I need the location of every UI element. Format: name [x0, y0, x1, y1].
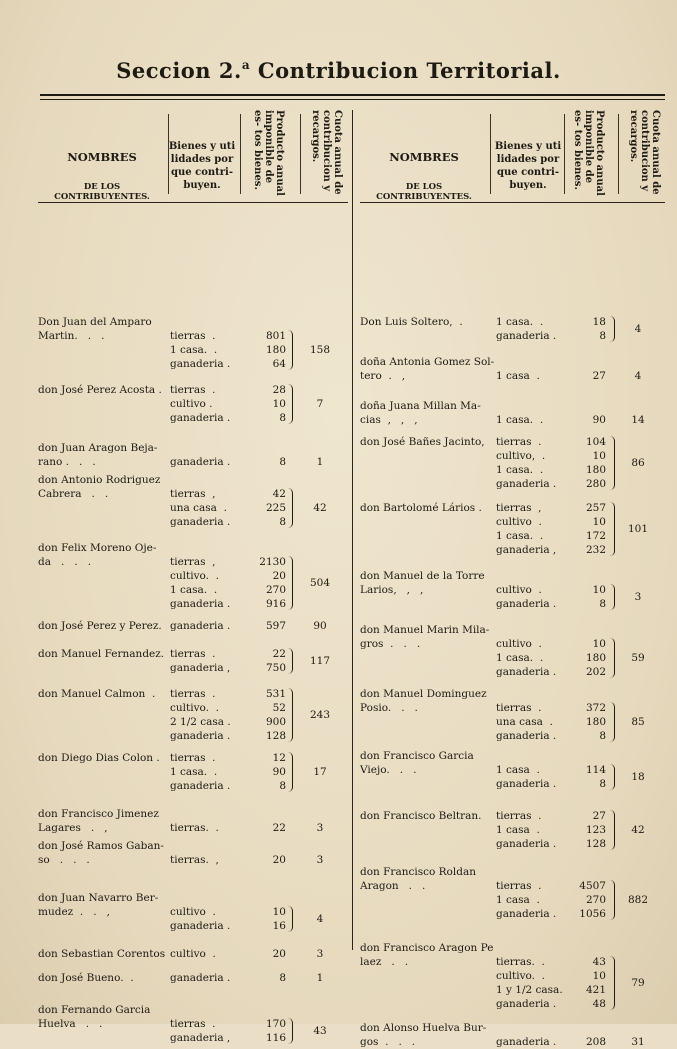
property-type: ganaderia . — [496, 1036, 557, 1048]
property-type: ganaderia . — [170, 516, 231, 528]
contributor-name: so . . . — [38, 854, 90, 866]
group-brace — [288, 330, 293, 370]
annual-quota: 86 — [631, 457, 645, 469]
property-value: 20 — [272, 854, 286, 866]
property-value: 170 — [265, 1018, 286, 1030]
title-section: Seccion 2. — [116, 58, 242, 83]
property-type: tierras. . — [496, 956, 545, 968]
property-value: 900 — [265, 716, 286, 728]
contributor-name: don José Bañes Jacinto, — [360, 436, 485, 448]
property-value: 18 — [592, 316, 606, 328]
group-brace — [610, 316, 615, 342]
group-brace — [610, 502, 615, 556]
property-value: 8 — [279, 972, 286, 984]
contributor-name: Don Luis Soltero, . — [360, 316, 463, 328]
property-value: 8 — [599, 330, 606, 342]
contributor-name: don Alonso Huelva Bur- — [360, 1022, 487, 1034]
property-value: 22 — [272, 648, 286, 660]
property-type: ganaderia , — [496, 544, 557, 556]
property-value: 232 — [585, 544, 606, 556]
property-value: 128 — [585, 838, 606, 850]
property-value: 16 — [272, 920, 286, 932]
property-type: ganaderia . — [170, 598, 231, 610]
contributor-name: don Felix Moreno Oje- — [38, 542, 157, 554]
property-value: 531 — [265, 688, 286, 700]
property-type: 1 casa . — [496, 894, 540, 906]
property-value: 801 — [265, 330, 286, 342]
annual-quota: 882 — [627, 894, 649, 906]
property-type: 1 casa. . — [496, 652, 544, 664]
property-value: 257 — [585, 502, 606, 514]
header-names-sub: DE LOS CONTRIBUYENTES. — [54, 182, 150, 202]
contributor-name: da . . . — [38, 556, 92, 568]
column-divider — [352, 110, 353, 950]
property-value: 270 — [265, 584, 286, 596]
property-type: una casa . — [170, 502, 227, 514]
property-value: 270 — [585, 894, 606, 906]
group-brace — [288, 688, 293, 742]
property-value: 202 — [585, 666, 606, 678]
property-type: tierras . — [496, 880, 542, 892]
property-type: tierras . — [496, 702, 542, 714]
property-value: 43 — [592, 956, 606, 968]
header-bienes: Bienes y uti lidades por que contri- buyen. — [494, 141, 562, 191]
property-type: tierras . — [170, 648, 216, 660]
header-names-sub: DE LOS CONTRIBUYENTES. — [376, 182, 472, 202]
annual-quota: 1 — [316, 972, 324, 984]
property-value: 8 — [279, 516, 286, 528]
property-type: cultivo . — [170, 906, 216, 918]
property-value: 42 — [272, 488, 286, 500]
property-type: una casa . — [496, 716, 553, 728]
group-brace — [610, 880, 615, 920]
group-brace — [610, 810, 615, 850]
property-type: cultivo . — [496, 584, 542, 596]
property-value: 22 — [272, 822, 286, 834]
contributor-name: Martin. . . — [38, 330, 105, 342]
property-type: cultivo. . — [170, 702, 219, 714]
contributor-name: don José Perez Acosta . — [38, 384, 162, 396]
property-type: ganaderia . — [496, 730, 557, 742]
property-value: 2130 — [259, 556, 286, 568]
annual-quota: 1 — [316, 456, 324, 468]
property-type: 2 1/2 casa . — [170, 716, 231, 728]
property-value: 52 — [272, 702, 286, 714]
property-type: ganaderia . — [170, 730, 231, 742]
contributor-name: don José Ramos Gaban- — [38, 840, 164, 852]
contributor-name: don Francisco Roldan — [360, 866, 476, 878]
contributor-name: Don Juan del Amparo — [38, 316, 152, 328]
property-value: 180 — [585, 716, 606, 728]
property-value: 597 — [265, 620, 286, 632]
contributor-name: Viejo. . . — [360, 764, 417, 776]
property-value: 4507 — [579, 880, 606, 892]
annual-quota: 158 — [309, 344, 331, 356]
annual-quota: 3 — [634, 591, 642, 603]
group-brace — [288, 556, 293, 610]
contributor-name: don Francisco Beltran. — [360, 810, 482, 822]
annual-quota: 117 — [309, 655, 331, 667]
property-value: 10 — [592, 516, 606, 528]
property-value: 1056 — [579, 908, 606, 920]
property-type: 1 casa. . — [170, 584, 218, 596]
annual-quota: 42 — [631, 824, 645, 836]
group-brace — [288, 488, 293, 528]
annual-quota: 7 — [316, 398, 324, 410]
property-value: 8 — [279, 456, 286, 468]
page-title — [0, 58, 677, 83]
property-value: 10 — [592, 450, 606, 462]
property-type: ganaderia . — [170, 920, 231, 932]
annual-quota: 4 — [634, 370, 642, 382]
group-brace — [288, 1018, 293, 1044]
property-type: tierras. . — [170, 822, 219, 834]
property-type: 1 casa. . — [496, 414, 544, 426]
property-type: tierras , — [170, 488, 216, 500]
group-brace — [610, 584, 615, 610]
property-value: 10 — [592, 970, 606, 982]
annual-quota: 59 — [631, 652, 645, 664]
contributor-name: don Manuel Calmon . — [38, 688, 156, 700]
annual-quota: 101 — [627, 523, 649, 535]
contributor-name: don Manuel Dominguez — [360, 688, 487, 700]
property-type: ganaderia , — [170, 662, 231, 674]
property-type: tierras , — [170, 556, 216, 568]
property-value: 104 — [585, 436, 606, 448]
property-value: 90 — [272, 766, 286, 778]
property-type: tierras . — [496, 810, 542, 822]
property-type: ganaderia . — [496, 778, 557, 790]
group-brace — [610, 702, 615, 742]
contributor-name: Aragon . . — [360, 880, 426, 892]
property-type: tierras . — [496, 436, 542, 448]
property-type: 1 casa . — [496, 370, 540, 382]
property-value: 28 — [272, 384, 286, 396]
contributor-name: don Fernando Garcia — [38, 1004, 151, 1016]
contributor-name: don José Bueno. . — [38, 972, 134, 984]
left-table-header — [38, 106, 348, 203]
property-type: cultivo . — [170, 398, 213, 410]
property-value: 208 — [585, 1036, 606, 1048]
contributor-name: laez . . — [360, 956, 409, 968]
contributor-name: don Manuel de la Torre — [360, 570, 485, 582]
property-value: 372 — [585, 702, 606, 714]
property-value: 48 — [592, 998, 606, 1010]
property-type: cultivo. . — [170, 570, 219, 582]
property-type: ganaderia . — [170, 412, 231, 424]
property-type: tierras . — [170, 1018, 216, 1030]
property-type: cultivo . — [170, 948, 216, 960]
property-value: 916 — [265, 598, 286, 610]
property-type: ganaderia . — [170, 972, 231, 984]
property-type: ganaderia . — [496, 666, 557, 678]
property-type: tierras . — [170, 688, 216, 700]
property-type: ganaderia . — [496, 330, 557, 342]
header-cuota: Cuota anual de contribucion y recargos. — [628, 110, 661, 195]
group-brace — [610, 956, 615, 1010]
property-type: 1 casa. . — [170, 766, 218, 778]
property-value: 123 — [585, 824, 606, 836]
contributor-name: rano . . . — [38, 456, 96, 468]
title-rule — [40, 94, 665, 96]
property-type: ganaderia . — [170, 780, 231, 792]
property-value: 128 — [265, 730, 286, 742]
contributor-name: tero . , — [360, 370, 406, 382]
group-brace — [288, 906, 293, 932]
property-value: 27 — [592, 370, 606, 382]
group-brace — [288, 752, 293, 792]
contributor-name: don José Perez y Perez. — [38, 620, 162, 632]
property-value: 27 — [592, 810, 606, 822]
contributor-name: cias , , , — [360, 414, 418, 426]
property-value: 10 — [592, 638, 606, 650]
property-value: 114 — [585, 764, 606, 776]
property-value: 225 — [265, 502, 286, 514]
property-value: 90 — [592, 414, 606, 426]
property-value: 750 — [265, 662, 286, 674]
property-value: 180 — [585, 464, 606, 476]
property-value: 180 — [265, 344, 286, 356]
property-value: 10 — [272, 906, 286, 918]
property-value: 10 — [272, 398, 286, 410]
title-superscript: a — [241, 58, 251, 72]
property-type: ganaderia . — [170, 620, 231, 632]
contributor-name: don Juan Navarro Ber- — [38, 892, 159, 904]
annual-quota: 14 — [631, 414, 645, 426]
title-rule-thin — [40, 99, 665, 100]
annual-quota: 43 — [313, 1025, 327, 1037]
annual-quota: 504 — [309, 577, 331, 589]
property-value: 64 — [272, 358, 286, 370]
property-value: 12 — [272, 752, 286, 764]
header-cuota: Cuota anual de contribucion y recargos. — [310, 110, 343, 195]
property-type: ganaderia . — [170, 358, 231, 370]
group-brace — [610, 436, 615, 490]
property-type: tierras . — [170, 752, 216, 764]
property-value: 180 — [585, 652, 606, 664]
contributor-name: don Sebastian Corentos — [38, 948, 166, 960]
header-producto: Producto anual imponible de es- tos bienes. — [572, 110, 605, 196]
contributor-name: mudez . . , — [38, 906, 110, 918]
property-type: 1 casa. . — [496, 316, 544, 328]
property-value: 8 — [599, 778, 606, 790]
contributor-name: don Francisco Garcia — [360, 750, 474, 762]
property-value: 20 — [272, 570, 286, 582]
property-value: 116 — [265, 1032, 286, 1044]
property-type: ganaderia . — [496, 908, 557, 920]
contributor-name: don Manuel Fernandez. — [38, 648, 165, 660]
annual-quota: 243 — [309, 709, 331, 721]
contributor-name: Posio. . . — [360, 702, 418, 714]
contributor-name: Larios, , , — [360, 584, 424, 596]
property-type: ganaderia . — [496, 598, 557, 610]
left-table — [38, 106, 348, 1044]
header-names: NOMBRES — [389, 150, 459, 164]
title-rest: Contribucion Territorial. — [257, 58, 561, 83]
property-type: cultivo. . — [496, 970, 545, 982]
property-value: 8 — [279, 780, 286, 792]
property-value: 20 — [272, 948, 286, 960]
header-names: NOMBRES — [67, 150, 137, 164]
property-type: ganaderia . — [496, 998, 557, 1010]
property-value: 280 — [585, 478, 606, 490]
contributor-name: gros . . . — [360, 638, 421, 650]
annual-quota: 42 — [313, 502, 327, 514]
right-table-header — [360, 106, 665, 203]
property-value: 8 — [599, 598, 606, 610]
header-producto: Producto anual imponible de es- tos bienes. — [252, 110, 285, 196]
contributor-name: Cabrera . . — [38, 488, 109, 500]
contributor-name: gos . . . — [360, 1036, 416, 1048]
group-brace — [610, 638, 615, 678]
property-type: tierras . — [170, 330, 216, 342]
contributor-name: doña Antonia Gomez Sol- — [360, 356, 495, 368]
annual-quota: 90 — [313, 620, 327, 632]
property-type: tierras. , — [170, 854, 219, 866]
property-type: ganaderia . — [496, 838, 557, 850]
property-type: tierras . — [170, 384, 216, 396]
annual-quota: 3 — [316, 948, 324, 960]
property-value: 8 — [599, 730, 606, 742]
annual-quota: 3 — [316, 854, 324, 866]
property-type: 1 casa. . — [496, 530, 544, 542]
contributor-name: Huelva . . — [38, 1018, 103, 1030]
property-type: cultivo . — [496, 516, 542, 528]
property-type: ganaderia , — [170, 1032, 231, 1044]
contributor-name: don Francisco Jimenez — [38, 808, 159, 820]
property-type: 1 casa . — [496, 824, 540, 836]
annual-quota: 4 — [634, 323, 642, 335]
property-type: 1 y 1/2 casa. — [496, 984, 563, 996]
contributor-name: don Antonio Rodriguez — [38, 474, 161, 486]
group-brace — [288, 648, 293, 674]
contributor-name: don Manuel Marin Mila- — [360, 624, 490, 636]
header-bienes: Bienes y uti lidades por que contri- buyen. — [168, 141, 236, 191]
property-type: ganaderia . — [170, 456, 231, 468]
property-type: cultivo, . — [496, 450, 546, 462]
annual-quota: 79 — [631, 977, 645, 989]
contributor-name: don Juan Aragon Beja- — [38, 442, 158, 454]
property-type: 1 casa. . — [496, 464, 544, 476]
property-value: 10 — [592, 584, 606, 596]
property-type: 1 casa . — [496, 764, 540, 776]
annual-quota: 17 — [313, 766, 327, 778]
property-type: tierras , — [496, 502, 542, 514]
property-value: 172 — [585, 530, 606, 542]
property-type: ganaderia . — [496, 478, 557, 490]
group-brace — [288, 384, 293, 424]
contributor-name: doña Juana Millan Ma- — [360, 400, 481, 412]
property-value: 8 — [279, 412, 286, 424]
property-type: cultivo . — [496, 638, 542, 650]
contributor-name: Lagares . , — [38, 822, 108, 834]
contributor-name: don Diego Dias Colon . — [38, 752, 160, 764]
annual-quota: 4 — [316, 913, 324, 925]
property-type: 1 casa. . — [170, 344, 218, 356]
annual-quota: 85 — [631, 716, 645, 728]
contributor-name: don Francisco Aragon Pe — [360, 942, 494, 954]
annual-quota: 31 — [631, 1036, 645, 1048]
annual-quota: 18 — [631, 771, 645, 783]
group-brace — [610, 764, 615, 790]
annual-quota: 3 — [316, 822, 324, 834]
property-value: 421 — [585, 984, 606, 996]
right-table — [360, 106, 665, 1048]
contributor-name: don Bartolomé Lários . — [360, 502, 482, 514]
